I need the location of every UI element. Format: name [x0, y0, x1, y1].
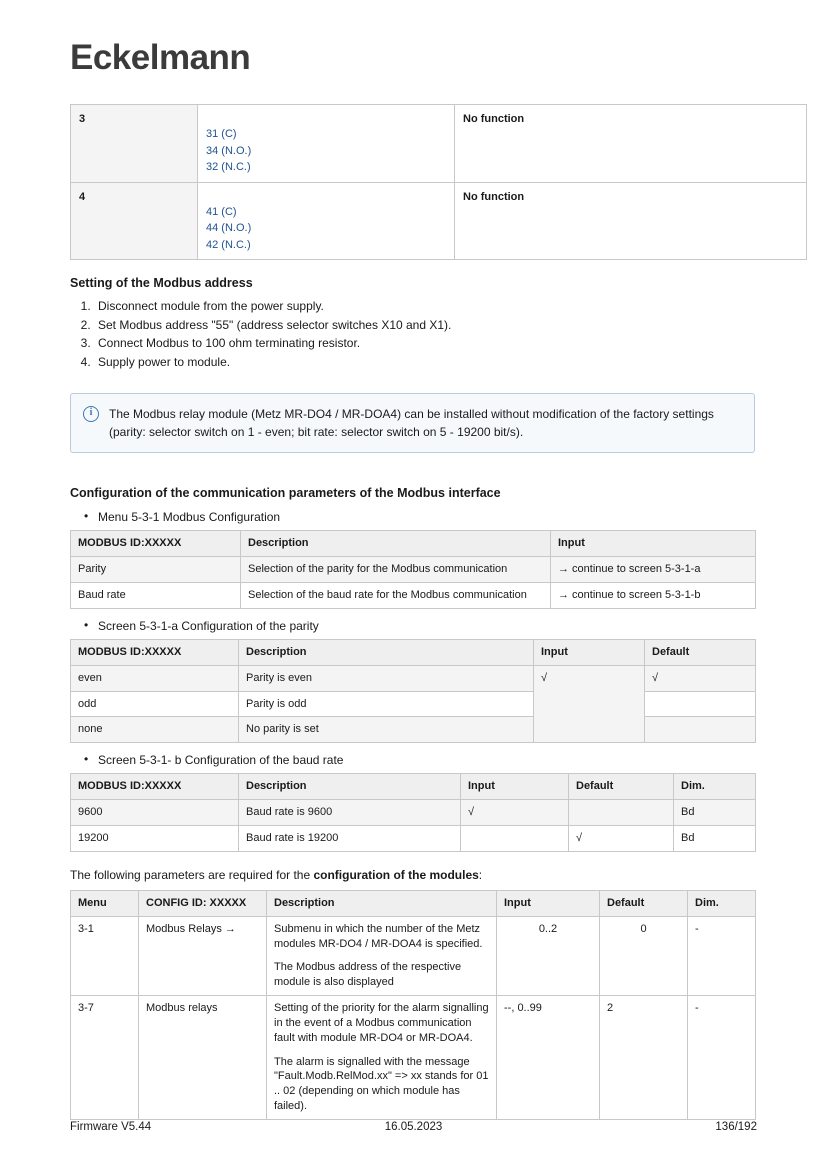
baud-rate-configuration-table: [70, 773, 756, 852]
table-cell: Baud rate: [71, 583, 241, 609]
table-cell: Selection of the parity for the Modbus communication: [241, 557, 551, 583]
terminal-label: 42 (N.C.): [206, 238, 251, 251]
section-heading-modbus-address: Setting of the Modbus address: [70, 276, 253, 290]
description-paragraph: The alarm is signalled with the message "Fault.Modb.RelMod.xx" => xx stands for 01 .. 02 (depending on which module has failed).: [274, 1055, 489, 1113]
column-header: MODBUS ID:XXXXX: [71, 531, 241, 557]
modules-intro-bold: configuration of the modules: [313, 867, 479, 882]
table-cell: Baud rate is 9600: [239, 800, 461, 826]
table-cell: No parity is set: [239, 717, 534, 743]
description-paragraph: Submenu in which the number of the Metz modules MR-DO4 / MR-DOA4 is specified.: [274, 922, 483, 950]
menu-caption: • Menu 5-3-1 Modbus Configuration: [84, 510, 757, 524]
column-header: Input: [551, 531, 756, 557]
parity-screen-caption: • Screen 5-3-1-a Configuration of the parity: [84, 619, 757, 633]
relay-function-cell: No function: [455, 182, 807, 260]
relay-function-cell: No function: [455, 105, 807, 183]
baud-screen-caption: • Screen 5-3-1- b Configuration of the baud rate: [84, 753, 757, 767]
table-cell: none: [71, 717, 239, 743]
relay-number-cell: 4: [71, 182, 198, 260]
table-header-row: [71, 890, 756, 916]
column-header: Default: [600, 890, 688, 916]
table-cell-dim: Bd: [674, 825, 756, 851]
modules-intro-text: [70, 868, 757, 882]
table-cell: → continue to screen 5-3-1-b: [551, 583, 756, 609]
table-cell-input: 0..2: [497, 916, 600, 995]
section-heading-communication-parameters: Configuration of the communication parameters of the Modbus interface: [70, 486, 501, 501]
footer-page-number: 136/192: [715, 1121, 757, 1133]
table-cell-config-id: Modbus Relays →: [139, 916, 267, 995]
list-item: 3. Connect Modbus to 100 ohm terminating resistor.: [94, 334, 757, 353]
info-icon: i: [83, 406, 99, 422]
modbus-address-steps: [70, 297, 757, 371]
table-cell-input: --, 0..99: [497, 996, 600, 1120]
info-note-box: [70, 393, 755, 453]
info-note-text: The Modbus relay module (Metz MR-DO4 / MR-DOA4) can be installed without modification of the factory settings (parity: selector switch on 1 - even; bit rate: selector switch on 5 - 19200 bit/s).: [109, 407, 714, 440]
column-header: Input: [497, 890, 600, 916]
column-header: Default: [645, 639, 756, 665]
column-header: Description: [239, 639, 534, 665]
table-row: [71, 557, 756, 583]
table-cell: Parity is even: [239, 665, 534, 691]
column-header: Dim.: [688, 890, 756, 916]
list-item: 4. Supply power to module.: [94, 353, 757, 372]
company-logo: Eckelmann: [70, 38, 251, 77]
table-cell-default: √: [645, 665, 756, 691]
column-header: Description: [267, 890, 497, 916]
column-header: Description: [241, 531, 551, 557]
relay-assignment-table: [70, 104, 807, 260]
column-header: MODBUS ID:XXXXX: [71, 774, 239, 800]
table-cell-dim: Bd: [674, 800, 756, 826]
table-cell-dim: -: [688, 996, 756, 1120]
table-cell: 9600: [71, 800, 239, 826]
table-cell: → continue to screen 5-3-1-a: [551, 557, 756, 583]
terminal-label: 34 (N.O.): [206, 144, 252, 157]
table-row: [71, 717, 756, 743]
table-cell-description: [267, 996, 497, 1120]
table-header-row: [71, 774, 756, 800]
column-header: Description: [239, 774, 461, 800]
table-cell-input: √: [534, 665, 645, 743]
column-header: CONFIG ID: XXXXX: [139, 890, 267, 916]
list-item: 2. Set Modbus address "55" (address selector switches X10 and X1).: [94, 316, 757, 335]
table-cell: Parity is odd: [239, 691, 534, 717]
column-header: Menu: [71, 890, 139, 916]
table-row: [71, 665, 756, 691]
description-paragraph: The Modbus address of the respective module is also displayed: [274, 961, 462, 989]
table-row: [71, 800, 756, 826]
page-footer: [70, 1121, 757, 1133]
table-cell-config-id: Modbus relays: [139, 996, 267, 1120]
footer-date: 16.05.2023: [384, 1121, 443, 1133]
table-cell: 19200: [71, 825, 239, 851]
table-header-row: [71, 531, 756, 557]
list-item: 1. Disconnect module from the power supply.: [94, 297, 757, 316]
table-cell: even: [71, 665, 239, 691]
column-header: Dim.: [674, 774, 756, 800]
terminal-label: 31 (C): [206, 128, 237, 140]
table-cell: Baud rate is 19200: [239, 825, 461, 851]
table-cell-input: [461, 825, 569, 851]
footer-firmware: Firmware V5.44: [70, 1121, 152, 1133]
table-cell-default: [645, 717, 756, 743]
table-cell-input: √: [461, 800, 569, 826]
relay-terminals-cell: [198, 105, 455, 183]
terminal-label: 41 (C): [206, 205, 237, 218]
table-cell-default: 0: [600, 916, 688, 995]
table-row: [71, 105, 807, 183]
table-cell-default: [569, 800, 674, 826]
table-cell: odd: [71, 691, 239, 717]
table-row: [71, 825, 756, 851]
table-row: [71, 996, 756, 1120]
column-header: Input: [461, 774, 569, 800]
table-cell-menu: 3-7: [71, 996, 139, 1120]
modules-intro-post: :: [478, 867, 483, 882]
modules-intro-pre: The following parameters are required for the: [70, 867, 314, 882]
table-row: [71, 182, 807, 260]
relay-number-cell: 3: [71, 105, 198, 183]
table-row: [71, 583, 756, 609]
table-cell: Parity: [71, 557, 241, 583]
column-header: MODBUS ID:XXXXX: [71, 639, 239, 665]
description-paragraph: Setting of the priority for the alarm signalling in the event of a Modbus communication fault with module MR-DO4 or MR-DOA4.: [274, 1002, 489, 1044]
table-cell-dim: -: [688, 916, 756, 995]
table-cell-menu: 3-1: [71, 916, 139, 995]
table-cell-description: [267, 916, 497, 995]
terminal-label: 32 (N.C.): [206, 161, 251, 173]
modules-configuration-table: [70, 890, 756, 1120]
modbus-configuration-table: [70, 530, 756, 609]
relay-terminals-cell: [198, 182, 455, 260]
table-cell: Selection of the baud rate for the Modbus communication: [241, 583, 551, 609]
table-header-row: [71, 639, 756, 665]
parity-configuration-table: [70, 639, 756, 743]
table-cell-default: √: [569, 825, 674, 851]
column-header: Input: [534, 639, 645, 665]
column-header: Default: [569, 774, 674, 800]
table-cell-default: [645, 691, 756, 717]
table-row: [71, 691, 756, 717]
table-cell-default: 2: [600, 996, 688, 1120]
table-row: [71, 916, 756, 995]
terminal-label: 44 (N.O.): [206, 222, 252, 234]
